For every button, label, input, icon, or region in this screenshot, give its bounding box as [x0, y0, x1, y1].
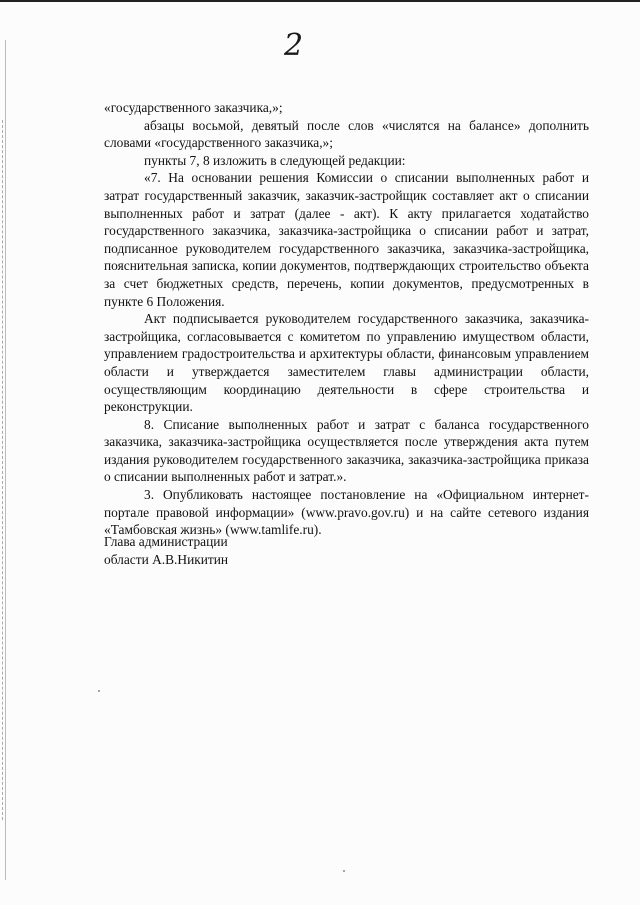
signature-name: области А.В.Никитин [104, 551, 229, 567]
paragraph: абзацы восьмой, девятый после слов «числятся на балансе» дополнить словами «государственного заказчика,»; [104, 117, 589, 151]
paragraph: «государственного заказчика,»; [104, 100, 283, 115]
scan-left-edge [5, 40, 6, 880]
paragraph: «7. На основании решения Комиссии о списании выполненных работ и затрат государственный заказчик, заказчик-застройщик составляет акт о списании выполненных работ и затрат (далее - акт). К акту прилагается ходатайство государственного заказчика, заказчика-застройщика о списании работ и затрат, подписанное руководителем государственного заказчика, заказчика-застройщика, пояснительная записка, копии документов, подтверждающих строительство объекта за счет бюджетных средств, перечень, копии документов, предусмотренных в пункте 6 Положения. [104, 170, 589, 309]
signature-block [104, 533, 228, 568]
paragraph: 8. Списание выполненных работ и затрат с баланса государственного заказчика, заказчика-застройщика осуществляется после утверждения акта путем издания руководителем государственного заказчика, заказчика-застройщика приказа о списании выполненных работ и затрат.». [104, 416, 589, 485]
scan-top-border [0, 0, 640, 2]
paragraph: 3. Опубликовать настоящее постановление на «Официальном интернет-портале правовой информации» (www.pravo.gov.ru) и на сайте сетевого издания «Тамбовская жизнь» (www.tamlife.ru). [104, 487, 589, 538]
scan-speck [98, 690, 100, 692]
scan-speck [343, 870, 345, 872]
paragraph: пункты 7, 8 изложить в следующей редакции: [144, 152, 406, 168]
document-body [104, 99, 589, 539]
paragraph: Акт подписывается руководителем государственного заказчика, заказчика-застройщика, согласовывается с комитетом по управлению имуществом области, управлением градостроительства и архитектуры области, финансовым управлением области и утверждается заместителем главы администрации области, осуществляющим координацию деятельности в сфере строительства и реконструкции. [104, 311, 589, 415]
handwritten-page-number: 2 [284, 28, 304, 63]
scan-left-edge-dashed [2, 120, 4, 820]
signature-title: Глава администрации [104, 534, 228, 549]
